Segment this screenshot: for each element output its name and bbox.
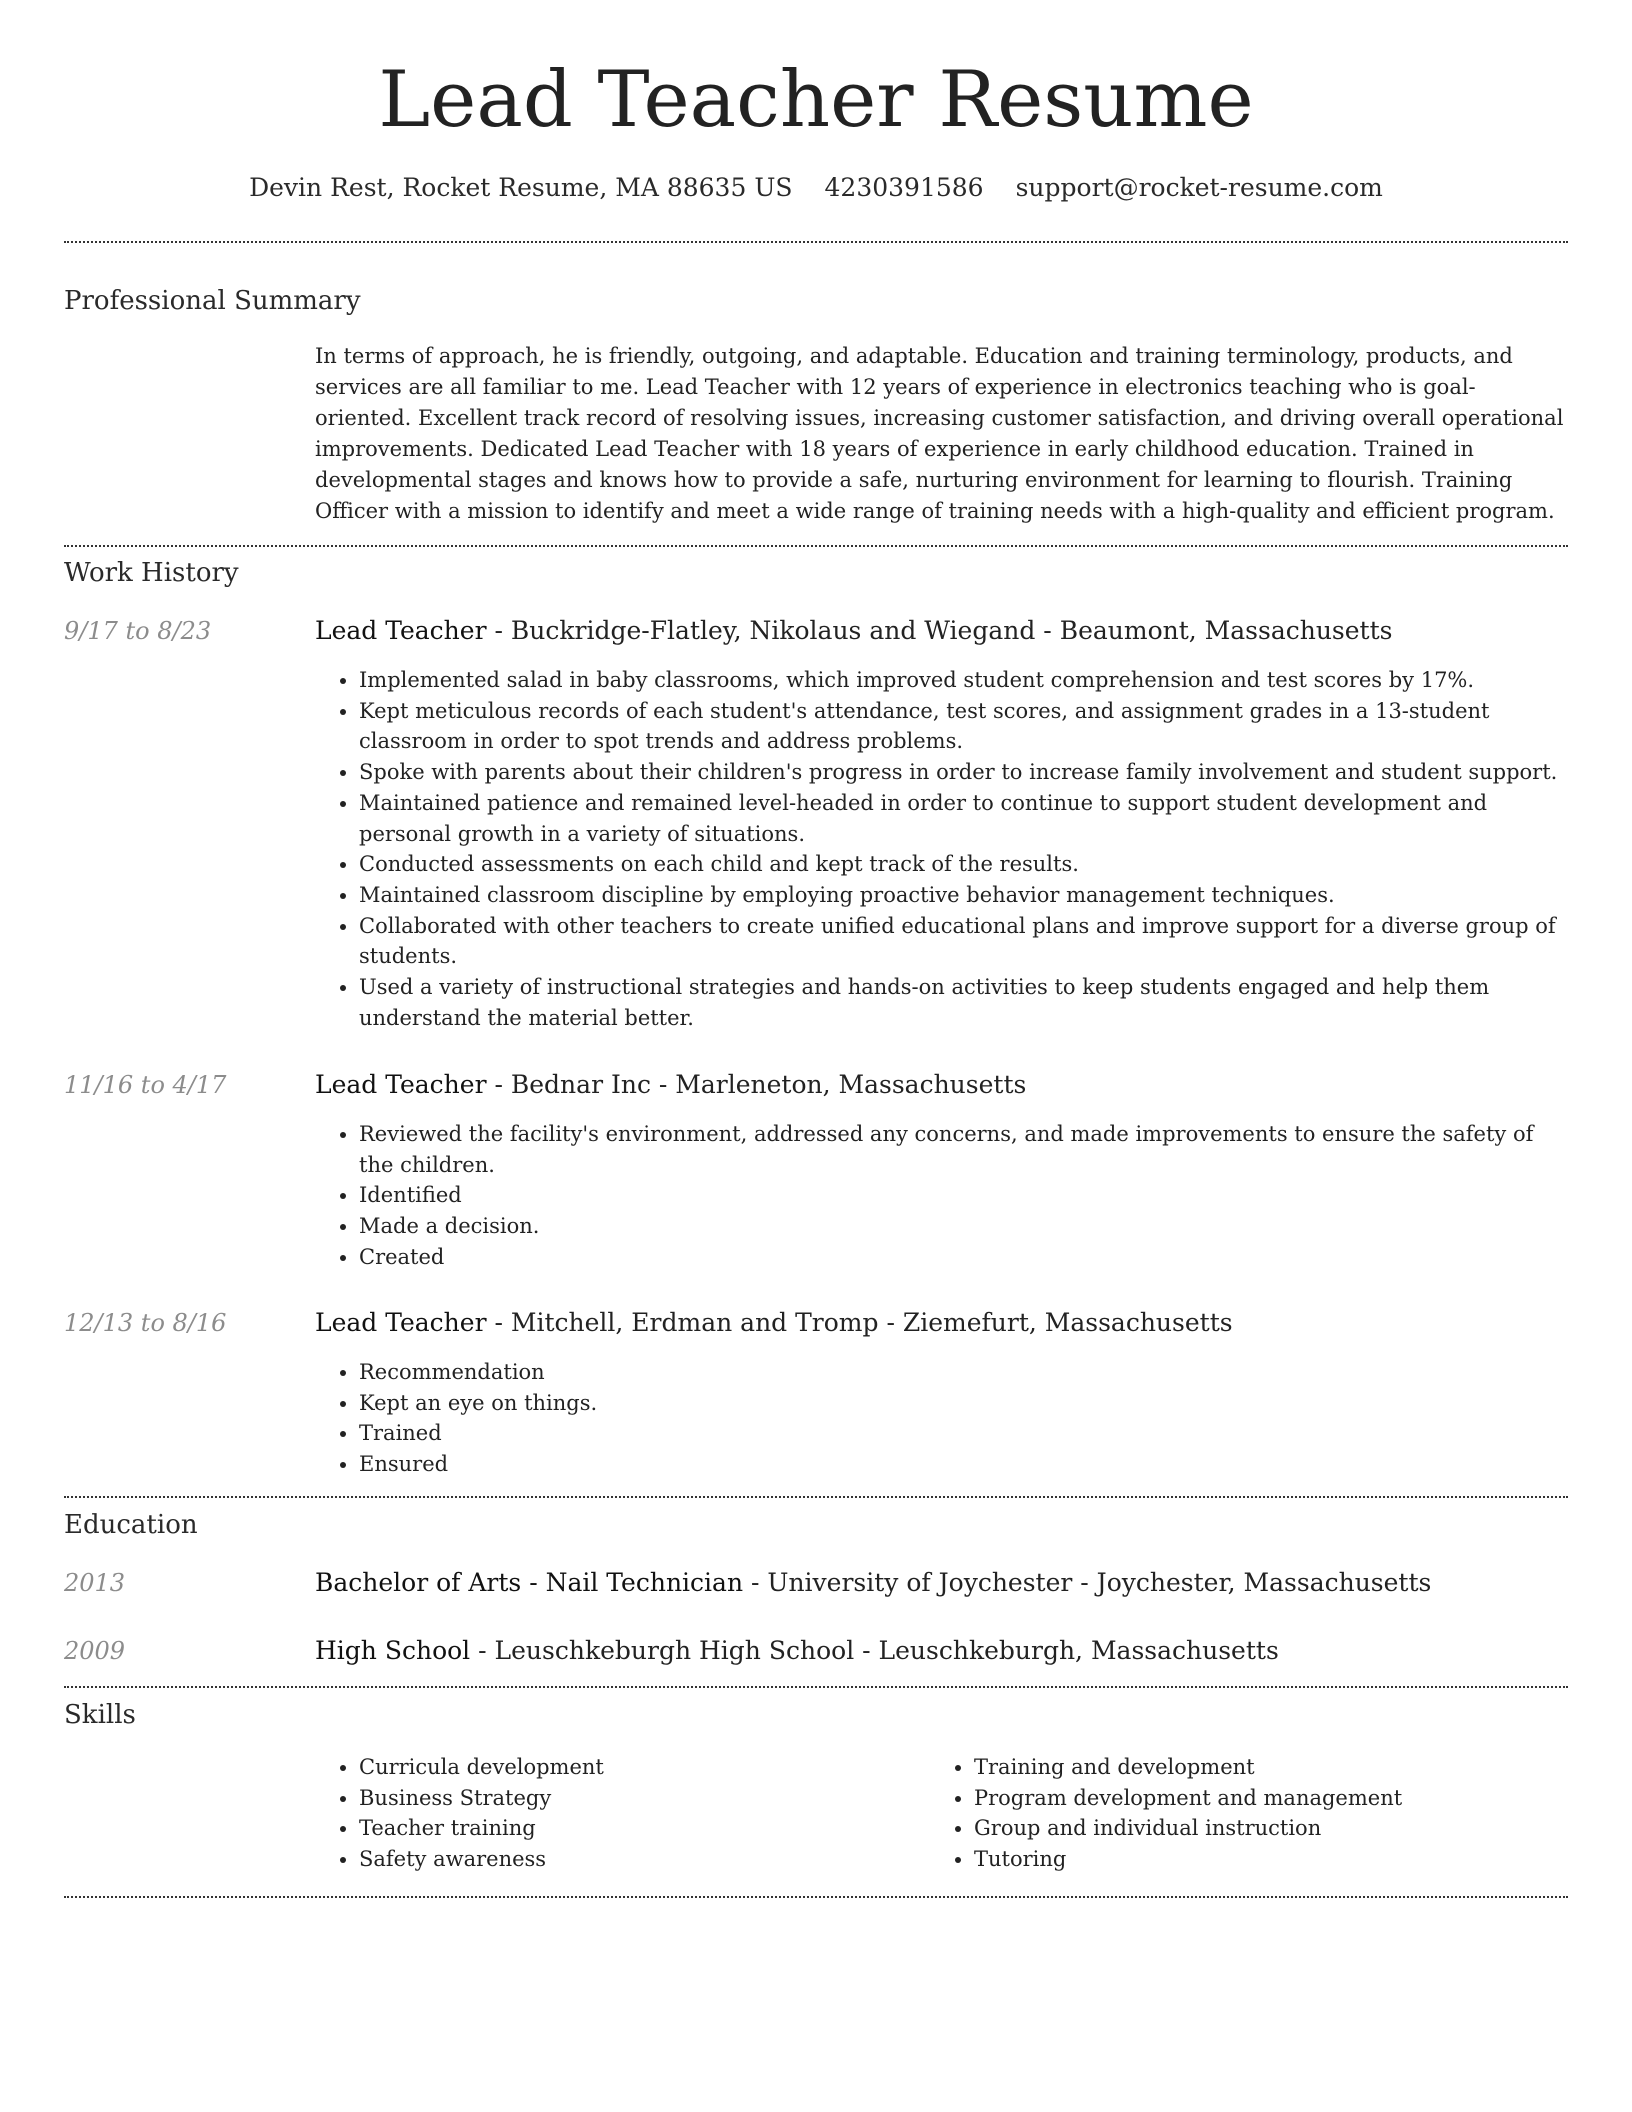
section-divider [64,1686,1568,1688]
contact-address: Devin Rest, Rocket Resume, MA 88635 US [249,173,793,202]
list-item: • Maintained classroom discipline by employing proactive behavior management techniques. [359,880,1568,911]
list-item: • Made a decision. [359,1211,1568,1242]
summary-text: In terms of approach, he is friendly, outgoing, and adaptable. Education and training terminology, products, and services are all familiar to me. Lead Teacher with 12 years of experience in electronics teaching who is goal-oriented. Excellent track record of resolving issues, increasing customer satisfaction, and driving overall operational improvements. Dedicated Lead Teacher with 18 years of experience in early childhood education. Trained in developmental stages and knows how to provide a safe, nurturing environment for learning to flourish. Training Officer with a mission to identify and meet a wide range of training needs with a high-quality and efficient program. [315,344,1564,523]
section-divider [64,1896,1568,1898]
job-title: Lead Teacher [315,616,487,645]
work-history-heading: Work History [64,558,239,588]
list-item: • Kept an eye on things. [359,1388,1568,1419]
education-school: - Leuschkeburgh High School - Leuschkeburgh, Massachusetts [470,1636,1279,1665]
skill-item: • Program development and management [974,1783,1530,1814]
contact-line [0,170,1632,206]
education-degree: High School [315,1636,471,1665]
skill-item: • Safety awareness [359,1844,915,1875]
list-item: • Identified [359,1180,1568,1211]
skill-item: • Business Strategy [359,1783,915,1814]
education-year: 2009 [64,1637,126,1665]
education-entry [315,1634,1568,1668]
job-heading [315,1068,1568,1102]
job-bullets [315,665,1568,1033]
list-item: • Kept meticulous records of each student's attendance, test scores, and assignment grades in a 13-student classroom in order to spot trends and address problems. [359,696,1568,757]
list-item: • Spoke with parents about their children's progress in order to increase family involvement and student support. [359,757,1568,788]
education-degree: Bachelor of Arts - Nail Technician [315,1568,744,1597]
list-item: • Recommendation [359,1357,1568,1388]
job-dates: 12/13 to 8/16 [64,1309,227,1337]
skill-item: • Group and individual instruction [974,1813,1530,1844]
list-item: • Used a variety of instructional strategies and hands-on activities to keep students engaged and help them understand the material better. [359,972,1568,1033]
skills-list-left [315,1752,915,1875]
page-title: Lead Teacher Resume [378,55,1254,145]
list-item: • Implemented salad in baby classrooms, which improved student comprehension and test scores by 17%. [359,665,1568,696]
skill-item: • Tutoring [974,1844,1530,1875]
list-item: • Created [359,1242,1568,1273]
skill-item: • Teacher training [359,1813,915,1844]
section-divider [64,241,1568,243]
contact-phone: 4230391586 [824,173,984,202]
skills-heading: Skills [64,1700,136,1730]
list-item: • Conducted assessments on each child and kept track of the results. [359,849,1568,880]
job-heading [315,614,1568,648]
education-entry [315,1566,1568,1600]
job-dates: 11/16 to 4/17 [64,1071,227,1099]
summary-heading: Professional Summary [64,286,361,316]
section-divider [64,545,1568,547]
skill-item: • Training and development [974,1752,1530,1783]
education-heading: Education [64,1510,198,1540]
job-heading [315,1306,1568,1340]
list-item: • Trained [359,1418,1568,1449]
job-company: - Mitchell, Erdman and Tromp - Ziemefurt, Massachusetts [486,1308,1233,1337]
job-company: - Buckridge-Flatley, Nikolaus and Wiegand - Beaumont, Massachusetts [486,616,1393,645]
list-item: • Reviewed the facility's environment, addressed any concerns, and made improvements to ensure the safety of the children. [359,1119,1568,1180]
job-bullets [315,1357,1568,1480]
job-company: - Bednar Inc - Marleneton, Massachusetts [486,1070,1027,1099]
skill-item: • Curricula development [359,1752,915,1783]
education-year: 2013 [64,1569,126,1597]
job-title: Lead Teacher [315,1070,487,1099]
section-divider [64,1496,1568,1498]
skills-list-right [930,1752,1530,1875]
contact-email: support@rocket-resume.com [1015,173,1383,202]
list-item: • Ensured [359,1449,1568,1480]
job-title: Lead Teacher [315,1308,487,1337]
job-dates: 9/17 to 8/23 [64,617,212,645]
list-item: • Collaborated with other teachers to create unified educational plans and improve support for a diverse group of students. [359,911,1568,972]
job-bullets [315,1119,1568,1273]
education-school: - University of Joychester - Joychester, Massachusetts [743,1568,1432,1597]
list-item: • Maintained patience and remained level-headed in order to continue to support student development and personal growth in a variety of situations. [359,788,1568,849]
